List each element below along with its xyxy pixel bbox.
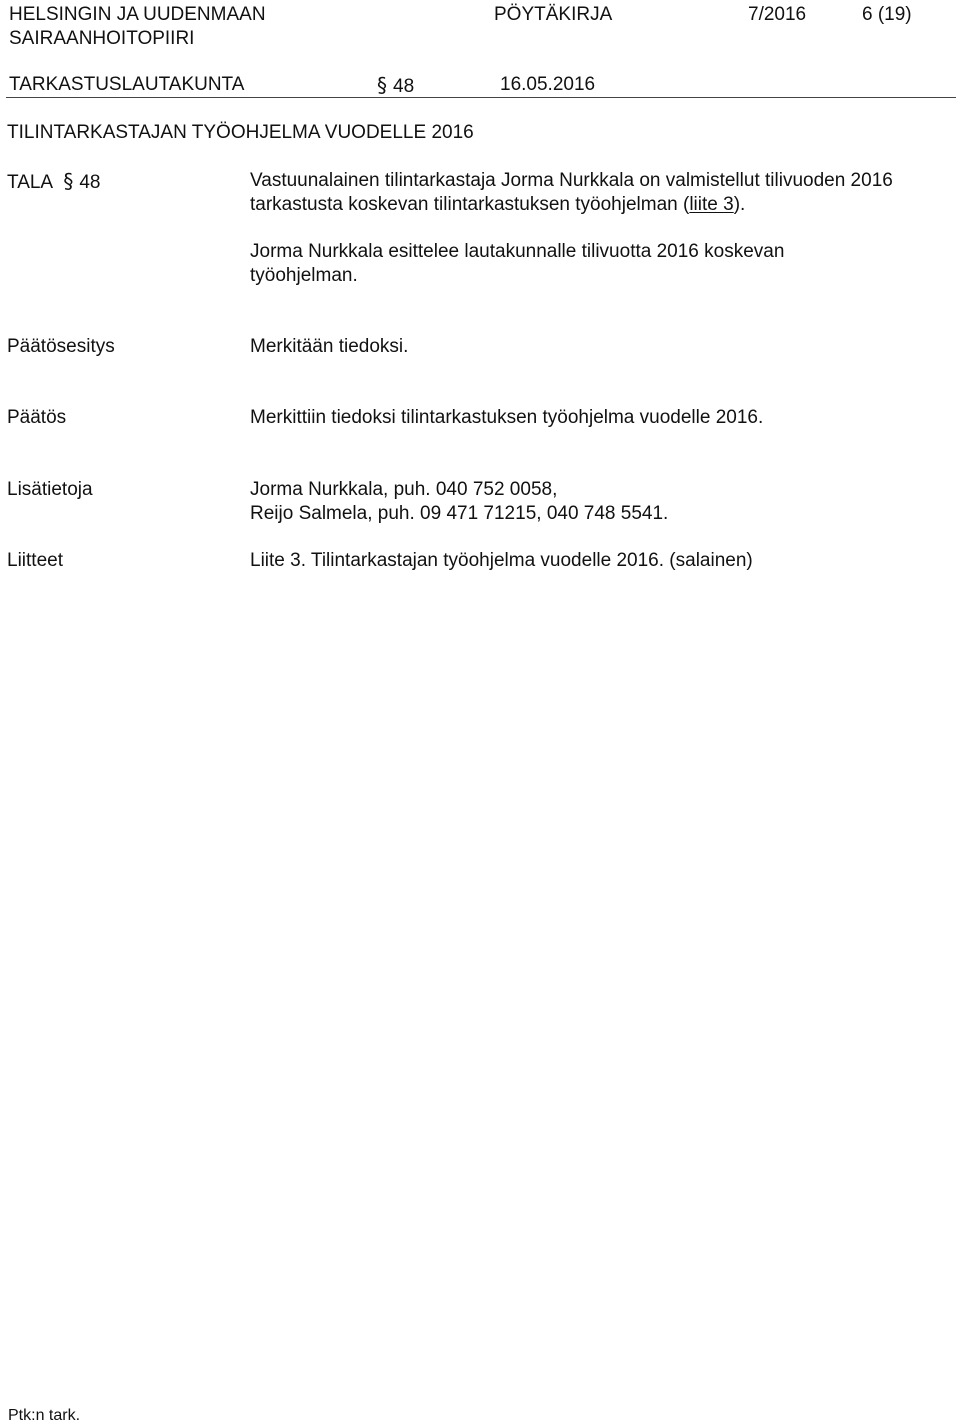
- proposal-text: Merkitään tiedoksi.: [250, 336, 409, 357]
- intro-section-number: 48: [79, 172, 101, 193]
- intro-text-line2: [250, 193, 745, 217]
- committee-name: TARKASTUSLAUTAKUNTA: [9, 74, 245, 95]
- intro-text-suffix: ).: [733, 194, 746, 215]
- decision-label: Päätös: [7, 407, 67, 428]
- attachments-label: Liitteet: [7, 550, 63, 571]
- intro-label: TALA: [7, 172, 53, 193]
- info-label: Lisätietoja: [7, 479, 93, 500]
- intro-section-ref: [7, 169, 100, 195]
- footer-check-label: Ptk:n tark.: [8, 1407, 81, 1424]
- document-title: TILINTARKASTAJAN TYÖOHJELMA VUODELLE 2016: [7, 122, 474, 143]
- header-divider: [6, 97, 956, 98]
- info-contact-line1: Jorma Nurkkala, puh. 040 752 0058,: [250, 479, 558, 500]
- section-sign-icon: §: [377, 73, 387, 97]
- info-contact-line2: Reijo Salmela, puh. 09 471 71215, 040 748 5541.: [250, 503, 669, 524]
- document-type: PÖYTÄKIRJA: [494, 4, 613, 25]
- meeting-date: 16.05.2016: [500, 74, 596, 95]
- intro-text-prefix: tarkastusta koskevan tilintarkastuksen työohjelman (: [250, 194, 690, 215]
- intro-para2-line2: työohjelman.: [250, 265, 358, 286]
- document-number: 7/2016: [748, 4, 807, 25]
- header-section-number: 48: [393, 76, 415, 97]
- page-number: 6 (19): [862, 4, 912, 25]
- organization-name-line2: SAIRAANHOITOPIIRI: [9, 28, 195, 49]
- decision-text: Merkittiin tiedoksi tilintarkastuksen työohjelma vuodelle 2016.: [250, 407, 764, 428]
- attachments-text: Liite 3. Tilintarkastajan työohjelma vuodelle 2016. (salainen): [250, 550, 753, 571]
- section-sign-icon: §: [63, 169, 74, 193]
- intro-para2-line1: Jorma Nurkkala esittelee lautakunnalle tilivuotta 2016 koskevan: [250, 241, 785, 262]
- header-section-ref: [377, 73, 414, 99]
- organization-name-line1: HELSINGIN JA UUDENMAAN: [9, 4, 266, 25]
- proposal-label: Päätösesitys: [7, 336, 115, 357]
- intro-text-line1: Vastuunalainen tilintarkastaja Jorma Nurkkala on valmistellut tilivuoden 2016: [250, 170, 893, 191]
- attachment-link[interactable]: liite 3: [689, 194, 734, 215]
